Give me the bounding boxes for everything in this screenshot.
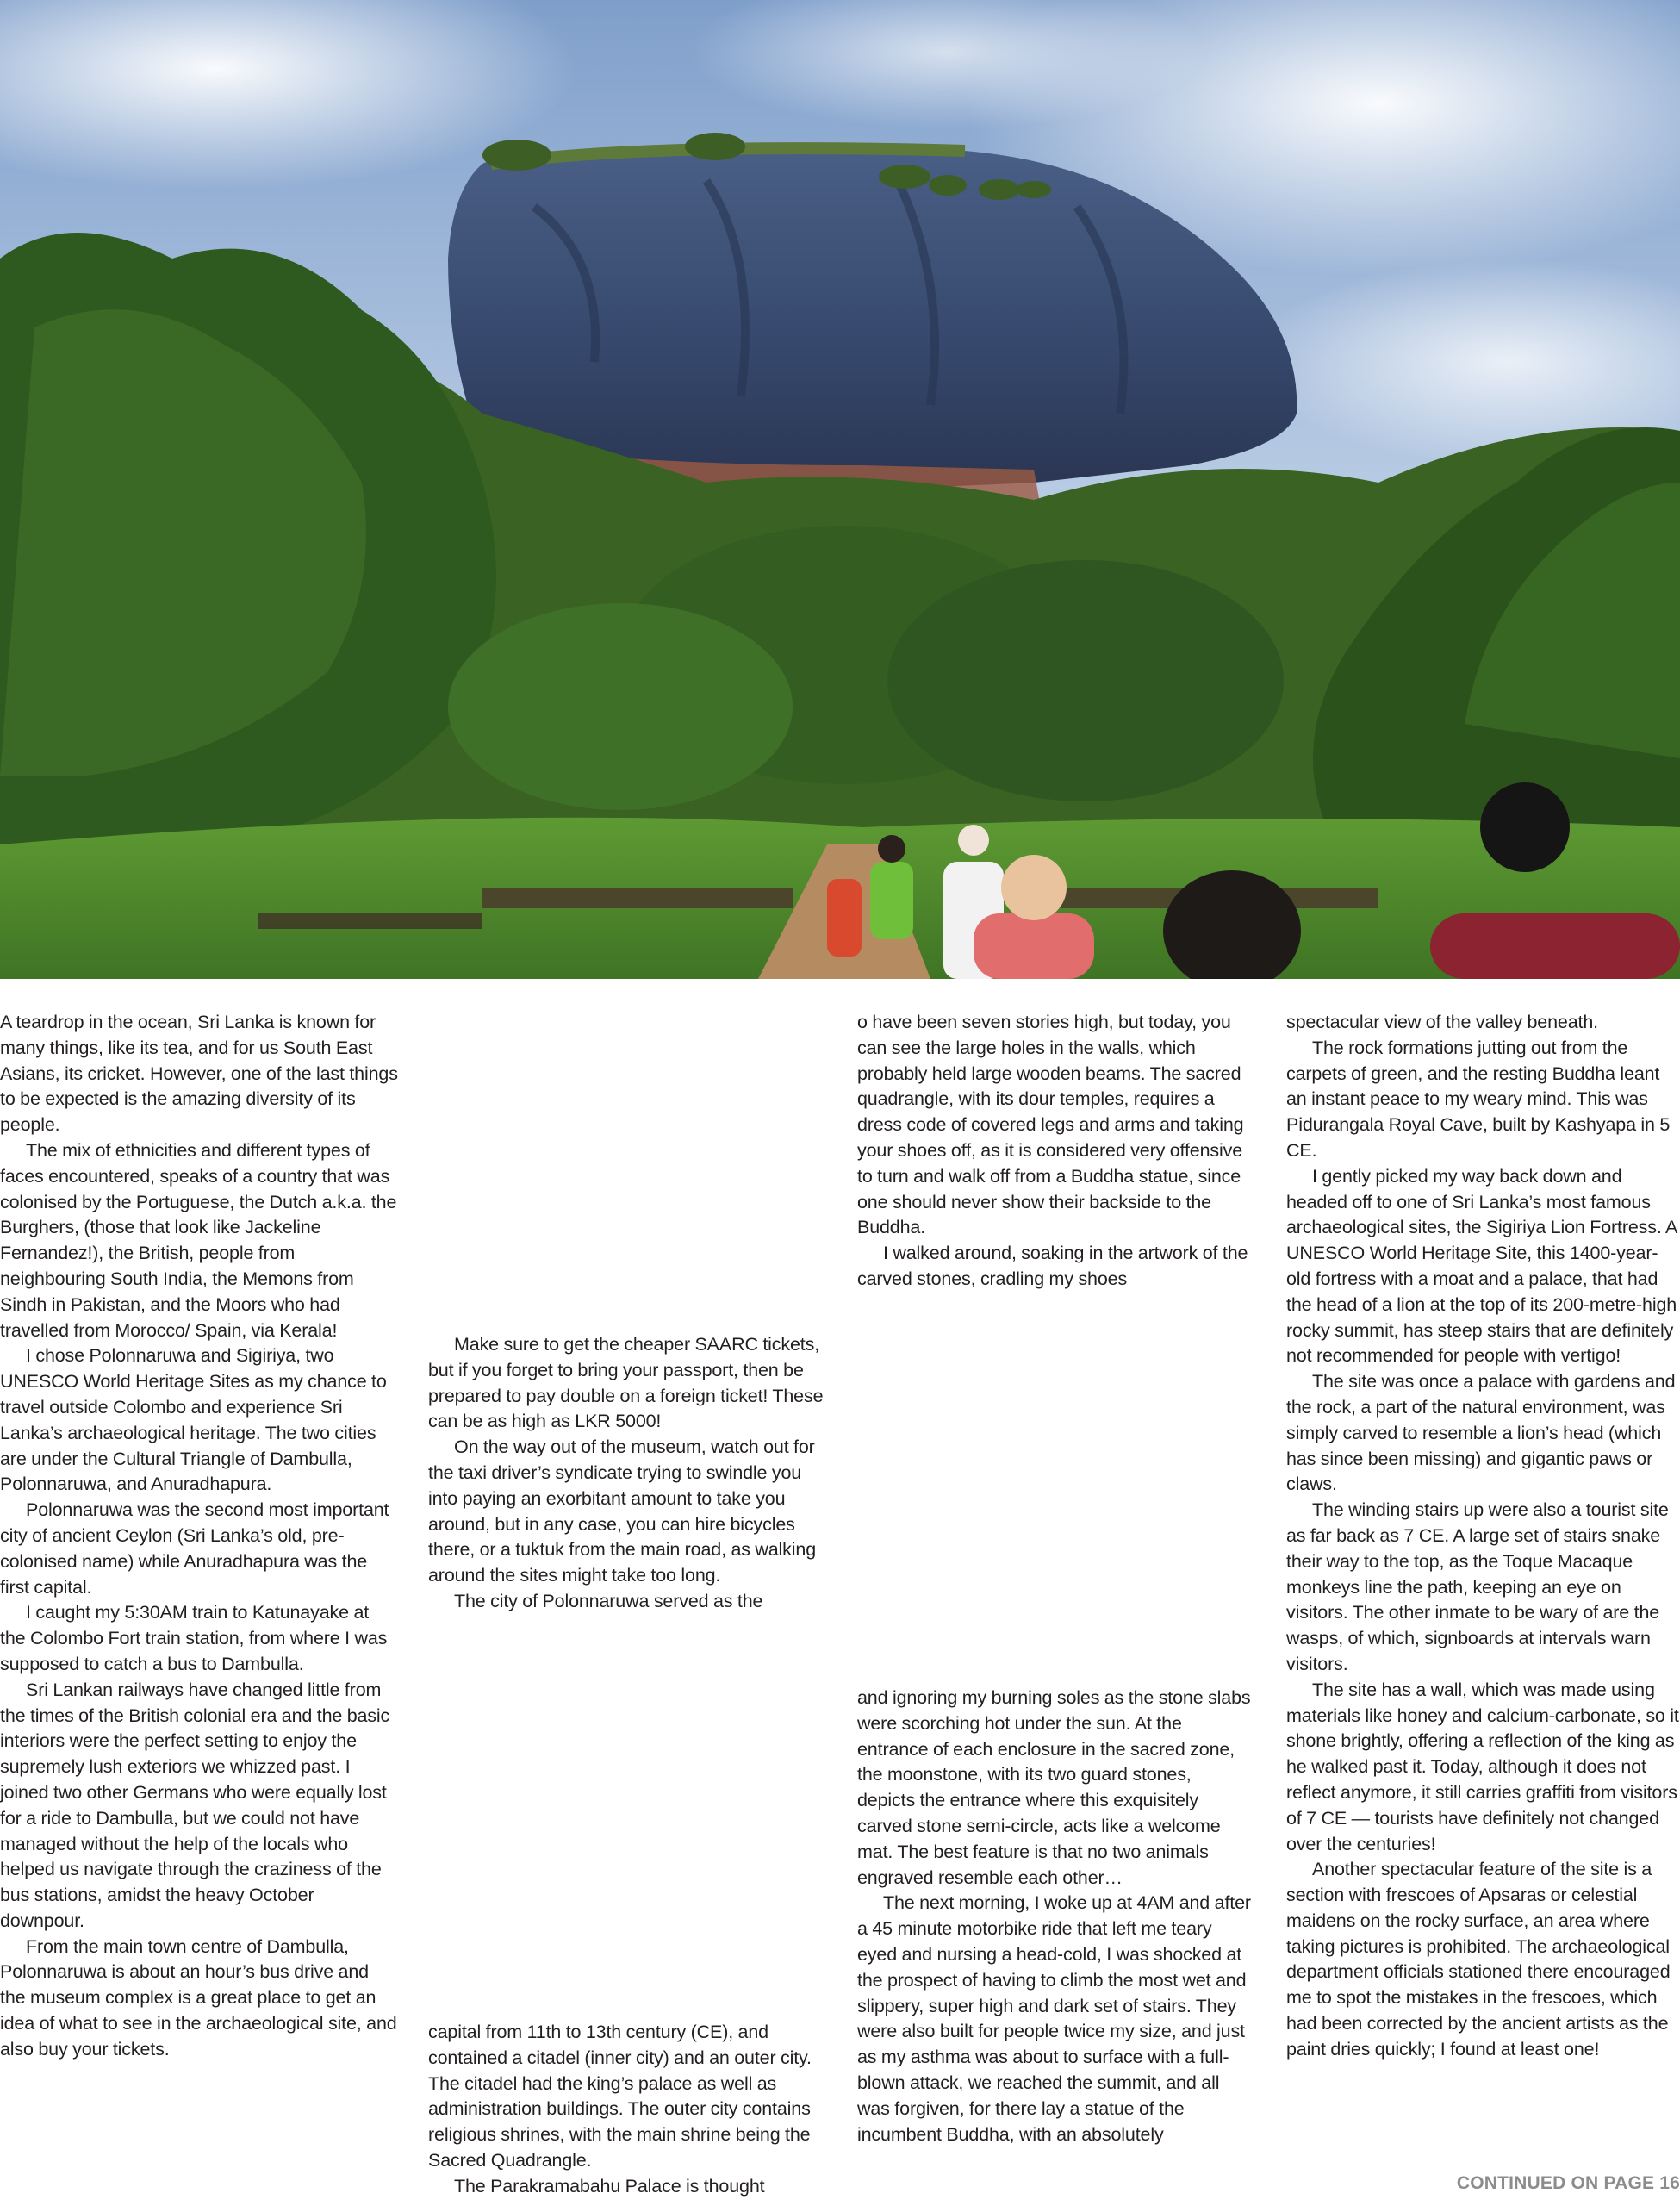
paragraph: The next morning, I woke up at 4AM and after a 45 minute motorbike ride that left me teary eyed and nursing a head-cold, I was shocked at the prospect of having to climb the most wet and slippery, super high and dark set of stairs. They were also built for people twice my size, and just as my asthma was about to surface with a full-blown attack, we reached the summit, and all was forgiven, for there lay a statue of the incumbent Buddha, with an absolutely — [857, 1892, 1251, 2145]
paragraph: I gently picked my way back down and headed off to one of Sri Lanka’s most famous archaeological sites, the Sigiriya Lion Fortress. A UNESCO World Heritage Site, this 1400-year-old fortress with a moat and a palace, that had the head of a lion at the top of its 200-metre-high rocky summit, has steep stairs that are definitely not recommended for people with vertigo! — [1286, 1165, 1677, 1367]
paragraph: The site has a wall, which was made using materials like honey and calcium-carbonate, so it shone brightly, offering a reflection of the king as he walked past it. Today, although it does not reflect anymore, it still carries graffiti from visitors of 7 CE — tourists have definitely not changed over the centuries! — [1286, 1679, 1679, 1854]
sigiriya-rock-photo — [0, 0, 1680, 979]
paragraph: I chose Polonnaruwa and Sigiriya, two UNESCO World Heritage Sites as my chance to travel outside Colombo and experience Sri Lanka’s archaeological heritage. The two cities are under the Cultural Triangle of Dambulla, Polonnaruwa, and Anuradhapura. — [0, 1345, 387, 1495]
article-column-3-bottom — [857, 1686, 1252, 2147]
photo-illustration — [0, 0, 1680, 979]
paragraph: From the main town centre of Dambulla, Polonnaruwa is about an hour’s bus drive and the museum complex is a great place to get an idea of what to see in the archaeological site, and also buy your tickets. — [0, 1935, 397, 2060]
paragraph: The Parakramabahu Palace is thought — [454, 2175, 765, 2197]
paragraph: The site was once a palace with gardens and the rock, a part of the natural environment, was simply carved to resemble a lion’s head (which has since been missing) and gigantic paws or claws. — [1286, 1371, 1676, 1495]
paragraph: Sri Lankan railways have changed little from the times of the British colonial era and the basic interiors were the perfect setting to enjoy the supremely lush exteriors we whizzed past. I joined two other Germans who were equally lost for a ride to Dambulla, but we could not have managed without the help of the locals who helped us navigate through the craziness of the bus stations, amidst the heavy October downpour. — [0, 1679, 390, 1931]
article-column-3-top — [857, 1010, 1252, 1293]
paragraph: I walked around, soaking in the artwork of the carved stones, cradling my shoes — [857, 1243, 1248, 1289]
paragraph: Another spectacular feature of the site is a section with frescoes of Apsaras or celestial maidens on the rocky surface, an area where taking pictures is prohibited. The archaeological department officials stationed there encouraged me to spot the mistakes in the frescoes, which had been corrected by the ancient artists as the paint dries quickly; I found at least one! — [1286, 1859, 1671, 2060]
article-column-4 — [1286, 1010, 1680, 2063]
article-column-1 — [0, 1010, 398, 2063]
paragraph: The mix of ethnicities and different types of faces encountered, speaks of a country that was colonised by the Portuguese, the Dutch a.k.a. the Burghers, (those that look like Jackeline Fernandez!), the British, people from neighbouring South India, the Memons from Sindh in Pakistan, and the Moors who had travelled from Morocco/ Spain, via Kerala! — [0, 1139, 397, 1341]
paragraph: A teardrop in the ocean, Sri Lanka is known for many things, like its tea, and for us South East Asians, its cricket. However, one of the last things to be expected is the amazing diversity of its people. — [0, 1012, 398, 1136]
paragraph: The city of Polonnaruwa served as the — [454, 1590, 763, 1611]
paragraph: Polonnaruwa was the second most important city of ancient Ceylon (Sri Lanka’s old, pre-colonised name) while Anuradhapura was the first capital. — [0, 1499, 389, 1598]
continued-on-page-label: CONTINUED ON PAGE 16 — [1456, 2173, 1680, 2193]
paragraph: I caught my 5:30AM train to Katunayake at the Colombo Fort train station, from where I was supposed to catch a bus to Dambulla. — [0, 1602, 388, 1674]
paragraph: Make sure to get the cheaper SAARC tickets, but if you forget to bring your passport, then be prepared to pay double on a foreign ticket! These can be as high as LKR 5000! — [428, 1334, 824, 1432]
paragraph: and ignoring my burning soles as the stone slabs were scorching hot under the sun. At the entrance of each enclosure in the sacred zone, the moonstone, with its two guard stones, depicts the entrance where this exquisitely carved stone semi-circle, acts like a welcome mat. The best feature is that no two animals engraved resemble each other… — [857, 1687, 1251, 1888]
article-column-2-bottom — [428, 2020, 824, 2200]
paragraph: o have been seven stories high, but today, you can see the large holes in the walls, which probably held large wooden beams. The sacred quadrangle, with its dour temples, requires a dress code of covered legs and arms and taking your shoes off, as it is considered very offensive to turn and walk off from a Buddha statue, since one should never show their backside to the Buddha. — [857, 1012, 1244, 1238]
article-column-2-top — [428, 1332, 824, 1615]
paragraph: The rock formations jutting out from the carpets of green, and the resting Buddha leant an instant peace to my weary mind. This was Pidurangala Royal Cave, built by Kashyapa in 5 CE. — [1286, 1037, 1671, 1161]
paragraph: On the way out of the museum, watch out for the taxi driver’s syndicate trying to swindle you into paying an exorbitant amount to take you around, but in any case, you can hire bicycles there, or a tuktuk from the main road, as walking around the sites might take too long. — [428, 1436, 817, 1586]
paragraph: capital from 11th to 13th century (CE), and contained a citadel (inner city) and an outer city. The citadel had the king’s palace as well as administration buildings. The outer city contains religious shrines, with the main shrine being the Sacred Quadrangle. — [428, 2022, 812, 2171]
paragraph: spectacular view of the valley beneath. — [1286, 1012, 1598, 1032]
paragraph: The winding stairs up were also a tourist site as far back as 7 CE. A large set of stairs snake their way to the top, as the Toque Macaque monkeys line the path, keeping an eye on visitors. The other inmate to be wary of are the wasps, of which, signboards at intervals warn visitors. — [1286, 1499, 1669, 1674]
